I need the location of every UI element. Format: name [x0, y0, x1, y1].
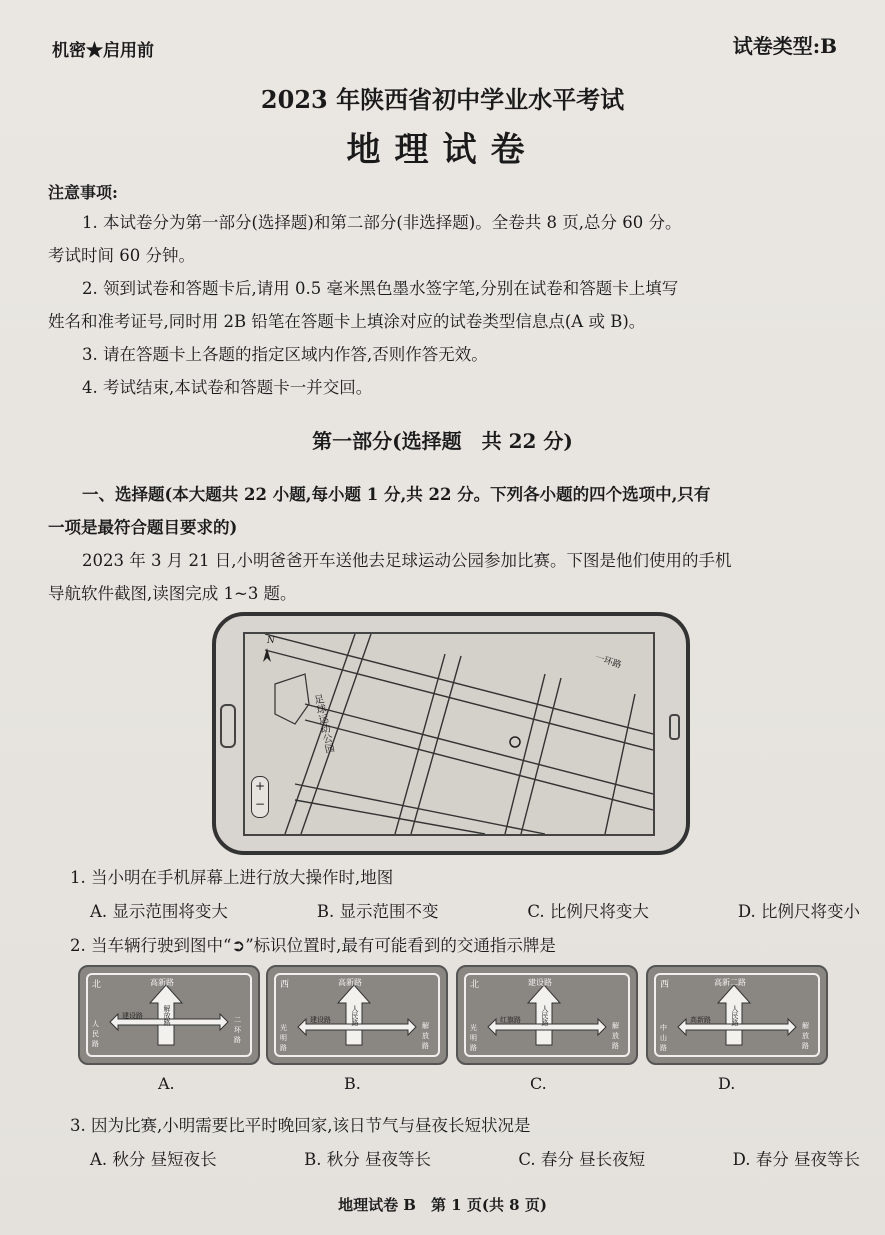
question-1-stem: 1. 当小明在手机屏幕上进行放大操作时,地图: [70, 868, 394, 887]
question-3-stem: 3. 因为比赛,小明需要比平时晚回家,该日节气与昼夜长短状况是: [70, 1116, 531, 1135]
sign-d-up: 人民路: [731, 1005, 739, 1026]
zoom-in-button[interactable]: +: [254, 779, 266, 793]
sign-a-panel: [86, 973, 252, 1057]
sign-c-right: 解放路: [612, 1022, 619, 1050]
sign-d-panel: [654, 973, 820, 1057]
question-3-options: [90, 1146, 860, 1170]
question-2-stem: 2. 当车辆行驶到图中“➲”标识位置时,最有可能看到的交通指示牌是: [70, 936, 556, 955]
sign-c-up: 人民路: [541, 1005, 549, 1026]
phone-home-button: [220, 704, 236, 748]
sign-a-dir: 北: [92, 980, 102, 990]
zoom-out-button[interactable]: −: [254, 797, 266, 811]
map-road-top: 一环路: [593, 652, 623, 671]
sign-options: [78, 965, 846, 1065]
sign-c-dir: 北: [470, 980, 480, 990]
notice-heading: 注意事项:: [48, 183, 118, 202]
exam-title: 2023 年陕西省初中学业水平考试: [260, 85, 625, 114]
q3-option-b[interactable]: B. 秋分 昼夜等长: [304, 1150, 431, 1169]
sign-c-top: 建设路: [528, 978, 552, 987]
q3-option-c[interactable]: C. 春分 昼长夜短: [518, 1150, 646, 1169]
q1-option-b[interactable]: B. 显示范围不变: [316, 902, 439, 921]
question-1-options: [90, 898, 860, 922]
q1-option-a[interactable]: A. 显示范围将变大: [90, 902, 228, 921]
sign-a-mid: 建设路: [122, 1012, 143, 1020]
phone-camera: [669, 714, 680, 740]
map-svg: [245, 634, 653, 834]
sign-b-mid: 建设路: [310, 1016, 331, 1024]
sign-d-left: 中山路: [660, 1024, 667, 1052]
sign-c-mid: 红旗路: [500, 1016, 521, 1024]
sign-b-left: 光明路: [280, 1024, 287, 1052]
q3-option-d[interactable]: D. 春分 昼夜等长: [732, 1150, 860, 1169]
context-line-1: 2023 年 3 月 21 日,小明爸爸开车送他去足球运动公园参加比赛。下图是他们使用的手机: [82, 551, 732, 570]
sign-b-label: B.: [344, 1074, 361, 1093]
sign-a-top: 高新路: [150, 978, 174, 987]
sign-b[interactable]: [266, 965, 448, 1065]
sign-a[interactable]: [78, 965, 260, 1065]
notice-item-2: 2. 领到试卷和答题卡后,请用 0.5 毫米黑色墨水签字笔,分别在试卷和答题卡上填写: [82, 279, 679, 298]
paper-type-label: 试卷类型:B: [732, 34, 837, 58]
sign-a-up: 解放路: [163, 1005, 171, 1026]
sign-d-dir: 西: [660, 980, 670, 990]
map-north-label: N: [267, 636, 275, 646]
sign-c-panel: [464, 973, 630, 1057]
page-footer: 地理试卷 B 第 1 页(共 8 页): [338, 1196, 547, 1214]
sign-a-left: 人民路: [92, 1020, 99, 1048]
sign-b-up: 人民路: [351, 1005, 359, 1026]
phone-figure: [212, 612, 690, 855]
sign-b-panel: [274, 973, 440, 1057]
zoom-control[interactable]: [251, 776, 269, 818]
notice-item-1-cont: 考试时间 60 分钟。: [48, 246, 195, 265]
sign-b-right: 解放路: [422, 1022, 429, 1050]
confidential-label: 机密★启用前: [52, 41, 154, 61]
sign-d-top: 高新二路: [714, 978, 746, 987]
context-line-2: 导航软件截图,读图完成 1~3 题。: [48, 584, 297, 603]
sign-c-label: C.: [530, 1074, 547, 1093]
sign-b-dir: 西: [280, 980, 290, 990]
sign-a-right: 二环路: [234, 1016, 241, 1044]
sign-d-label: D.: [718, 1074, 736, 1093]
sign-d[interactable]: [646, 965, 828, 1065]
map-road-vertical: 足球运动公园: [310, 693, 335, 755]
sign-d-mid: 高新路: [690, 1016, 711, 1024]
sign-a-label: A.: [158, 1074, 175, 1093]
notice-item-3: 3. 请在答题卡上各题的指定区域内作答,否则作答无效。: [82, 345, 488, 364]
q1-option-c[interactable]: C. 比例尺将变大: [527, 902, 649, 921]
map-screen: [243, 632, 655, 836]
sign-c[interactable]: [456, 965, 638, 1065]
subject-title: 地理试卷: [346, 130, 539, 170]
sign-b-top: 高新路: [338, 978, 362, 987]
notice-item-1: [48, 206, 848, 239]
instructions-line-1: 一、选择题(本大题共 22 小题,每小题 1 分,共 22 分。下列各小题的四个选项中,只有: [82, 485, 711, 504]
notice-item-1-a: 1. 本试卷分为第一部分(选择题)和第二部分(非选择题)。全卷共 8 页,总分 60 分。: [82, 213, 682, 232]
instructions-line-2: 一项是最符合题目要求的): [48, 518, 238, 537]
section-heading: 第一部分(选择题 共 22 分): [312, 429, 573, 453]
q1-option-d[interactable]: D. 比例尺将变小: [737, 902, 860, 921]
notice-item-4: 4. 考试结束,本试卷和答题卡一并交回。: [82, 378, 373, 397]
notice-item-2-cont: 姓名和准考证号,同时用 2B 铅笔在答题卡上填涂对应的试卷类型信息点(A 或 B)。: [48, 312, 646, 331]
sign-c-left: 光明路: [470, 1024, 477, 1052]
q3-option-a[interactable]: A. 秋分 昼短夜长: [90, 1150, 217, 1169]
sign-d-right: 解放路: [802, 1022, 809, 1050]
